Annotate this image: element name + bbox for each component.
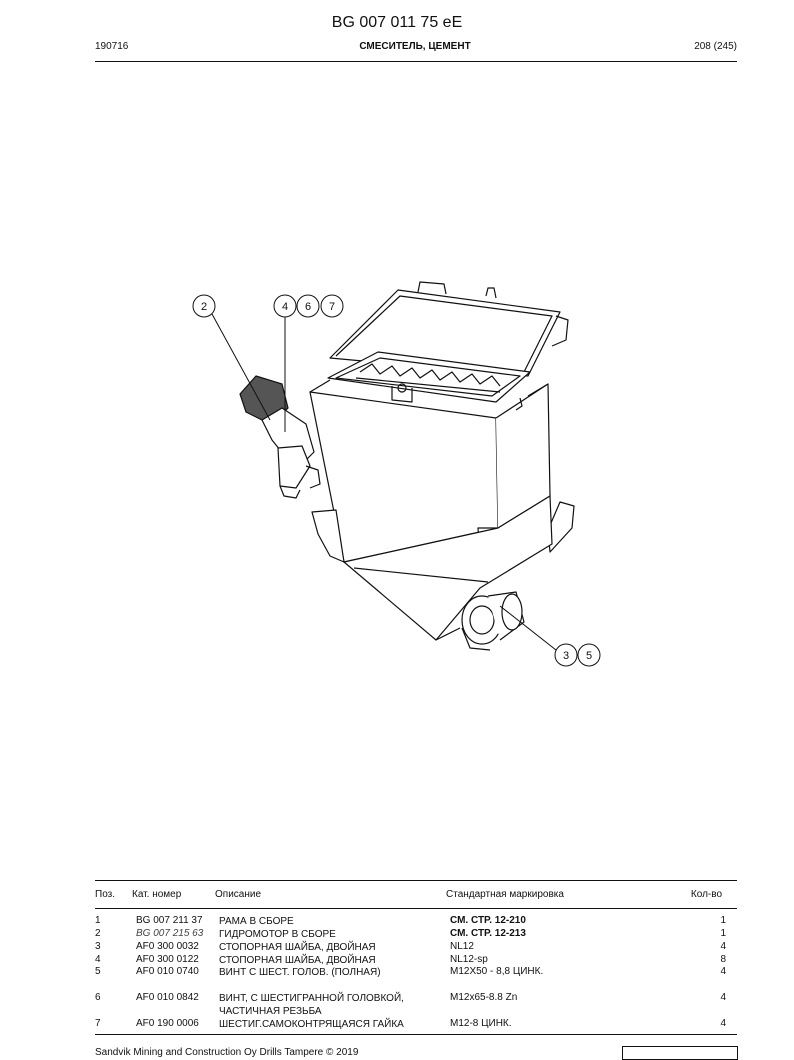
row-description: РАМА В СБОРЕ	[219, 916, 294, 927]
row-cat-number: BG 007 211 37	[136, 915, 203, 926]
header-quantity: Кол-во	[690, 889, 722, 900]
header-standard-marking: Стандартная маркировка	[446, 889, 564, 900]
callout-6	[297, 295, 319, 317]
row-pos: 5	[95, 966, 101, 977]
callout-4	[274, 295, 296, 317]
row-quantity: 1	[720, 928, 726, 939]
svg-text:5: 5	[585, 650, 593, 662]
row-cat-number: AF0 010 0842	[136, 992, 199, 1003]
callout-3	[555, 644, 577, 666]
row-cat-number: AF0 010 0740	[136, 966, 199, 977]
row-description: СТОПОРНАЯ ШАЙБА, ДВОЙНАЯ	[219, 942, 376, 953]
row-standard-marking: СМ. СТР. 12-213	[450, 928, 526, 939]
svg-text:3: 3	[562, 650, 570, 662]
row-cat-number: BG 007 215 63	[136, 928, 204, 939]
page-number: 208 (245)	[694, 41, 737, 52]
table-bottom-rule	[95, 1034, 737, 1035]
row-pos: 4	[95, 954, 101, 965]
row-quantity: 4	[720, 941, 726, 952]
row-pos: 1	[95, 915, 101, 926]
row-quantity: 8	[720, 954, 726, 965]
row-description: ШЕСТИГ.САМОКОНТРЯЩАЯСЯ ГАЙКА	[219, 1019, 404, 1030]
table-header-rule	[95, 908, 737, 909]
section-title: СМЕСИТЕЛЬ, ЦЕМЕНТ	[359, 41, 471, 52]
row-pos: 6	[95, 992, 101, 1003]
callout-7	[321, 295, 343, 317]
footer-copyright: Sandvik Mining and Construction Oy Drills Tampere © 2019	[95, 1047, 359, 1058]
svg-text:6: 6	[304, 301, 312, 313]
header-description: Описание	[215, 889, 262, 900]
row-description: ВИНТ, С ШЕСТИГРАННОЙ ГОЛОВКОЙ,	[219, 993, 404, 1004]
callout-2	[193, 295, 215, 317]
sandvik-logo	[622, 1046, 738, 1060]
row-standard-marking: NL12-sp	[450, 954, 488, 965]
header-pos: Поз.	[95, 889, 115, 900]
row-quantity: 4	[720, 1018, 726, 1029]
header-cat-number: Кат. номер	[132, 889, 182, 900]
row-description: СТОПОРНАЯ ШАЙБА, ДВОЙНАЯ	[219, 955, 376, 966]
svg-text:4: 4	[281, 301, 289, 313]
row-pos: 3	[95, 941, 101, 952]
row-description: ГИДРОМОТОР В СБОРЕ	[219, 929, 336, 940]
row-quantity: 1	[720, 915, 726, 926]
row-pos: 2	[95, 928, 101, 939]
row-description-continued: ЧАСТИЧНАЯ РЕЗЬБА	[219, 1006, 322, 1017]
svg-text:2: 2	[200, 301, 208, 313]
row-standard-marking: NL12	[450, 941, 474, 952]
row-standard-marking: M12-8 ЦИНК.	[450, 1018, 512, 1029]
row-quantity: 4	[720, 966, 726, 977]
document-number: BG 007 011 75 eE	[331, 14, 463, 31]
row-pos: 7	[95, 1018, 101, 1029]
row-cat-number: AF0 300 0122	[136, 954, 199, 965]
row-standard-marking: M12X50 - 8,8 ЦИНК.	[450, 966, 544, 977]
table-top-rule	[95, 880, 737, 881]
row-standard-marking: СМ. СТР. 12-210	[450, 915, 526, 926]
row-cat-number: AF0 300 0032	[136, 941, 199, 952]
callout-5	[578, 644, 600, 666]
row-standard-marking: M12x65-8.8 Zn	[450, 992, 518, 1003]
row-cat-number: AF0 190 0006	[136, 1018, 199, 1029]
date-code: 190716	[95, 41, 129, 52]
row-description: ВИНТ С ШЕСТ. ГОЛОВ. (ПОЛНАЯ)	[219, 967, 381, 978]
svg-text:7: 7	[328, 301, 336, 313]
row-quantity: 4	[720, 992, 726, 1003]
